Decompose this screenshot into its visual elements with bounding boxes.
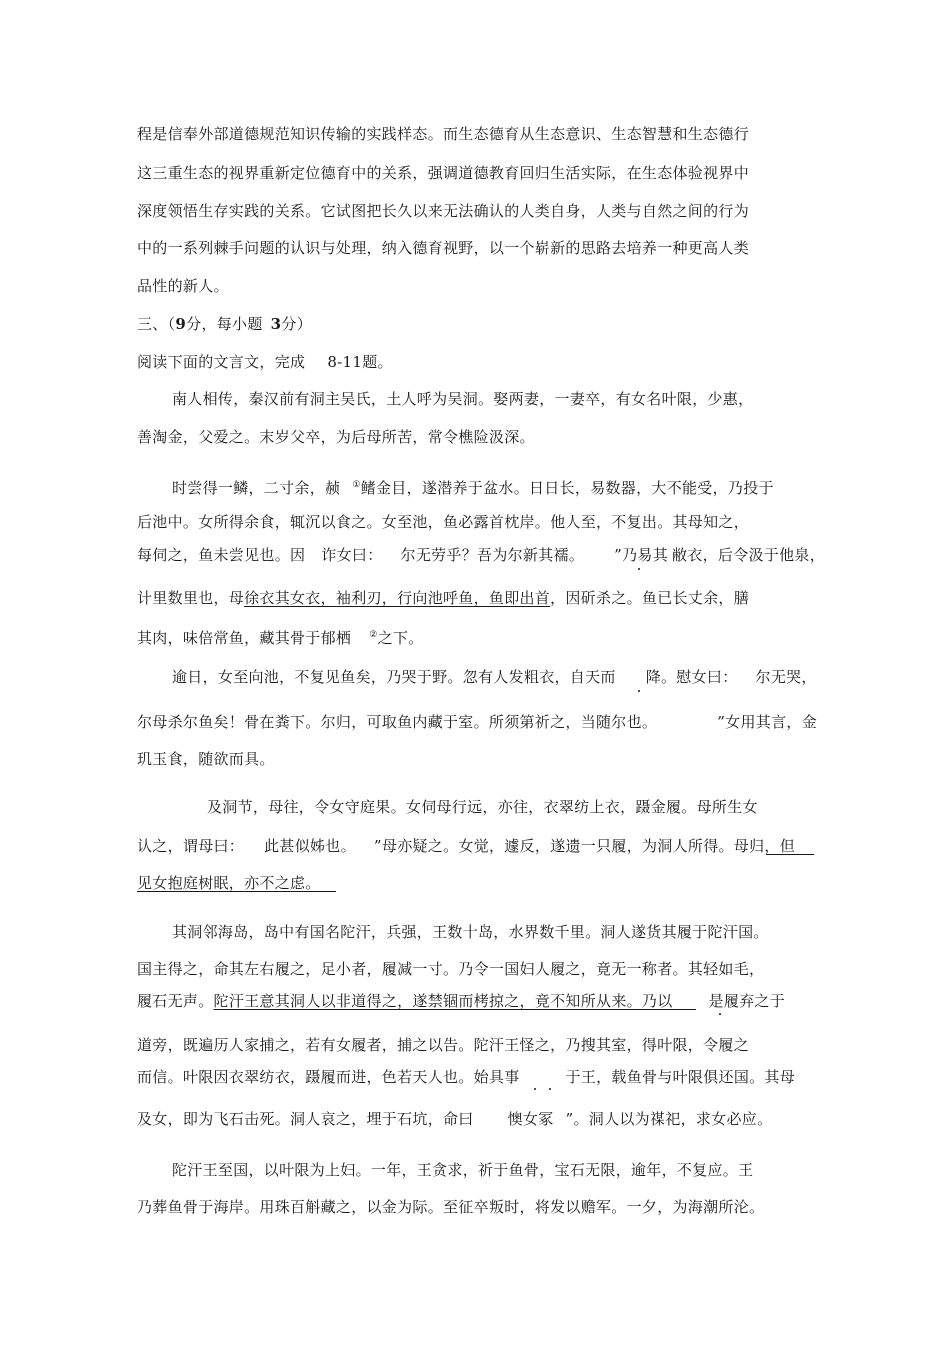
section-mid: 分，每小题 — [186, 315, 263, 333]
section-score: 9 — [175, 315, 187, 333]
p3-l2-b: ”女用其言，金 — [717, 713, 817, 731]
underlined-sentence-3: 陀汗王意其洞人以非道得之，遂禁锢而栲掠之，竟不知所从来。乃以 — [213, 992, 673, 1010]
p2-l1-a: 时尝得一鳞，二寸余，赪 — [172, 479, 341, 497]
p5-line-6 — [137, 1109, 772, 1129]
p4-line-2 — [137, 836, 795, 856]
underlined-sentence-2a: 但 — [779, 837, 796, 855]
instruction — [137, 352, 393, 372]
p1-line-1: 南人相传，秦汉前有洞主吴氏，土人呼为吴洞。娶两妻，一妻卒，有女名叶限，少惠， — [172, 390, 754, 408]
p2-l4-a: 计里数里也，母 — [137, 589, 245, 607]
underline-rule — [628, 1009, 696, 1010]
p3-line-3: 玑玉食，随欲而具。 — [137, 750, 275, 768]
p6-line-2: 乃葬鱼骨于海岸。用珠百斛藏之，以金为际。至征卒叛时，将发以赡军。一夕，为海潮所沦。 — [137, 1198, 765, 1216]
footnote-marker-1: ① — [352, 480, 361, 490]
p5-line-4: 道旁，既遍历人家捕之，若有女履者，捕之以告。陀汗王怪之，乃搜其室，得叶限，令履之 — [137, 1036, 750, 1054]
p3-l1-a: 逾日，女至向池，不复见鱼矣，乃哭于野。忽有人发粗衣，自天而 — [172, 668, 616, 686]
underlined-sentence-2b: 见女抱庭树眠，亦不之虑。 — [137, 874, 321, 892]
p2-l3-e: 敝衣，后令汲于他泉， — [672, 546, 826, 564]
p5-line-3 — [137, 991, 785, 1011]
underline-rule — [300, 891, 336, 892]
emphasis-dot — [534, 1088, 536, 1090]
p2-l1-b: 鳍金目，遂潜养于盆水。日日长，易数器，大不能受，乃投于 — [360, 479, 774, 497]
p5-l3-a: 履石无声。 — [137, 992, 214, 1010]
underlined-sentence-1: 徐衣其女衣，袖利刃，行向池呼鱼，鱼即出首 — [244, 589, 551, 607]
p1-line-2: 善淘金，父爱之。末岁父卒，为后母所苦，常令樵险汲深。 — [137, 428, 535, 446]
p2-l3-b: 诈女曰： — [321, 546, 383, 564]
p2-l3-c: 尔无劳乎？吾为尔新其襦。 — [400, 546, 585, 564]
intro-line-2: 这三重生态的视界重新定位德育中的关系，强调道德教育回归生活实际，在生态体验视界中 — [137, 164, 750, 182]
p5-l6-c: ”。洞人以为禖祀，求女必应。 — [565, 1110, 773, 1128]
section-each-score: 3 — [270, 315, 282, 333]
p3-line-2 — [137, 712, 817, 732]
footnote-marker-2: ② — [369, 630, 378, 640]
section-suffix: 分） — [281, 315, 313, 333]
intro-line-1: 程是信奉外部道德规范知识传输的实践样态。而生态德育从生态意识、生态智慧和生态德行 — [137, 125, 750, 143]
p3-l1-b: 降。慰女曰： — [645, 668, 738, 686]
p4-line-1: 及洞节，母往，令女守庭果。女伺母行远，亦往，衣翠纺上衣，蹑金履。母所生女 — [207, 798, 758, 816]
p2-line-5 — [137, 625, 423, 648]
p3-l2-a: 尔母杀尔鱼矣！骨在粪下。尔归，可取鱼内藏于室。所须第祈之，当随尔也。 — [137, 713, 658, 731]
p6-line-1: 陀汗王至国，以叶限为上妇。一年，王贪求，祈于鱼骨，宝石无限，逾年，不复应。王 — [172, 1161, 754, 1179]
p5-line-5 — [137, 1067, 795, 1087]
p2-l5-b: 之下。 — [377, 629, 424, 647]
p4-l2-c: ”母亦疑之。女觉，遽反，遂遗一只履，为洞人所得。母归， — [373, 837, 780, 855]
p4-line-3 — [137, 873, 321, 893]
emphasis-dot — [719, 1013, 721, 1015]
p5-l3-b: 是履弃之于 — [708, 992, 786, 1010]
underline-rule — [766, 854, 814, 855]
p5-l6-a: 及女，即为飞石击死。洞人哀之，埋于石坑，命曰 — [137, 1110, 474, 1128]
intro-line-4: 中的一系列棘手问题的认识与处理，纳入德育视野，以一个崭新的思路去培养一种更高人类 — [137, 239, 750, 257]
p5-line-1: 其洞邻海岛，岛中有国名陀汗，兵强，王数十岛，水界数千里。洞人遂货其履于陀汗国。 — [172, 923, 769, 941]
p5-l5-b: 于王，载鱼骨与叶限俱还国。其母 — [565, 1068, 796, 1086]
emphasis-dot — [638, 568, 640, 570]
p4-l2-a: 认之，谓母曰： — [137, 837, 245, 855]
section-prefix: 三、（ — [137, 315, 176, 333]
section-header — [137, 314, 312, 334]
instruction-post: 题。 — [362, 353, 393, 371]
p2-line-2: 后池中。女所得余食，辄沉以食之。女至池，鱼必露首枕岸。他人至，不复出。其母知之， — [137, 513, 750, 531]
p5-line-2: 国主得之，命其左右履之，足小者，履减一寸。乃令一国妇人履之，竟无一称者。其轻如毛， — [137, 960, 765, 978]
p5-l5-a: 而信。叶限因衣翠纺衣，蹑履而进，色若天人也。始具事 — [137, 1068, 520, 1086]
p5-l6-b: 懊女冢 — [507, 1110, 554, 1128]
p2-l5-a: 其肉，味倍常鱼，藏其骨于郁栖 — [137, 629, 352, 647]
p4-l2-b: 此甚似姊也。 — [264, 837, 356, 855]
p2-l3-d: ”乃易其 — [614, 546, 668, 564]
instruction-pre: 阅读下面的文言文，完成 — [137, 353, 306, 371]
intro-line-3: 深度领悟生存实践的关系。它试图把长久以来无法确认的人类自身，人类与自然之间的行为 — [137, 202, 750, 220]
p3-l1-c: 尔无哭， — [755, 668, 817, 686]
p2-l4-b: ，因斫杀之。鱼已长丈余，膳 — [550, 589, 750, 607]
p3-line-1 — [172, 667, 817, 687]
emphasis-dot — [549, 1088, 551, 1090]
intro-line-5: 品性的新人。 — [137, 277, 229, 295]
emphasis-dot — [638, 690, 640, 692]
p2-line-1 — [172, 475, 774, 498]
p2-line-3 — [137, 545, 825, 565]
p2-line-4 — [137, 588, 749, 608]
instruction-range: 8-11 — [327, 353, 363, 371]
p2-l3-a: 每伺之，鱼未尝见也。因 — [137, 546, 306, 564]
